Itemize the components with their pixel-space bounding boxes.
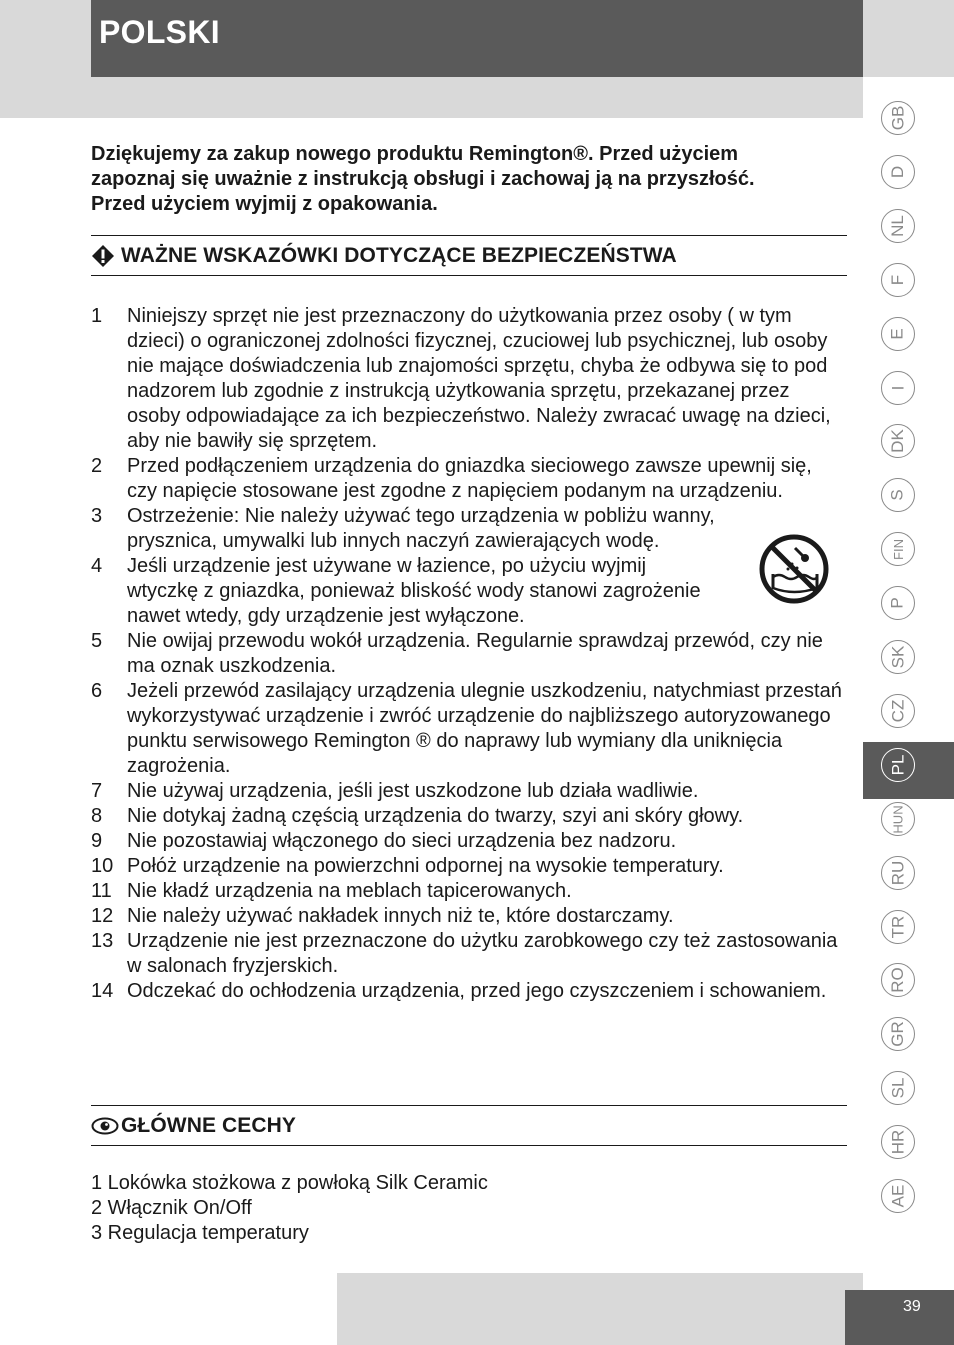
feature-item: 1 Lokówka stożkowa z powłoką Silk Ceramic — [91, 1172, 488, 1194]
safety-item-text: Urządzenie nie jest przeznaczone do użytku zarobkowego czy też zastosowania w salonach fryzjerskich. — [127, 930, 838, 977]
safety-item — [91, 829, 847, 854]
tab-label: HUN — [890, 804, 906, 834]
language-header — [91, 0, 863, 77]
safety-item-number: 13 — [91, 930, 114, 952]
safety-item — [91, 504, 847, 554]
tab-e[interactable] — [881, 317, 915, 351]
tab-fin[interactable] — [881, 532, 915, 566]
safety-item — [91, 679, 847, 779]
tab-label: GR — [888, 1021, 907, 1047]
safety-item-number: 4 — [91, 555, 103, 577]
tab-label: P — [888, 597, 907, 609]
safety-item-number: 14 — [91, 980, 114, 1002]
safety-item-number: 5 — [91, 630, 103, 652]
safety-item-number: 1 — [91, 305, 103, 327]
safety-item-text: Nie pozostawiaj włączonego do sieci urządzenia bez nadzoru. — [127, 830, 677, 852]
tab-dk[interactable] — [881, 424, 915, 458]
tab-p[interactable] — [881, 586, 915, 620]
tab-label: RO — [888, 967, 907, 993]
tab-ae[interactable] — [881, 1179, 915, 1213]
tab-label: E — [888, 328, 907, 340]
no-water-icon — [759, 534, 829, 611]
tab-sl[interactable] — [881, 1071, 915, 1105]
safety-item-number: 11 — [91, 880, 112, 902]
tab-label: HR — [888, 1129, 907, 1155]
safety-item — [91, 304, 847, 454]
features-title: GŁÓWNE CECHY — [121, 1114, 297, 1137]
safety-item-number: 9 — [91, 830, 103, 852]
tab-label: SK — [888, 645, 907, 669]
feature-item: 3 Regulacja temperatury — [91, 1222, 309, 1244]
tab-label: NL — [887, 215, 907, 237]
safety-item-text: Odczekać do ochłodzenia urządzenia, przed jego czyszczeniem i schowaniem. — [127, 980, 827, 1002]
tab-label: I — [887, 385, 907, 391]
tab-gr[interactable] — [881, 1017, 915, 1051]
page-number: 39 — [903, 1298, 921, 1315]
safety-item-text: Nie używaj urządzenia, jeśli jest uszkodzone lub działa wadliwie. — [127, 780, 699, 802]
page-number-box — [845, 1290, 954, 1345]
page-title: POLSKI — [99, 14, 220, 50]
safety-item-number: 7 — [91, 780, 103, 802]
tab-label: D — [888, 165, 907, 179]
bottom-band — [337, 1273, 863, 1345]
safety-item-text: Nie należy używać nakładek innych niż te, które dostarczamy. — [127, 905, 674, 927]
safety-item — [91, 929, 847, 979]
tab-f[interactable] — [881, 263, 915, 297]
safety-title: WAŻNE WSKAZÓWKI DOTYCZĄCE BEZPIECZEŃSTWA — [121, 244, 677, 267]
safety-item-text: Nie owijaj przewodu wokół urządzenia. Regularnie sprawdzaj przewód, czy nie ma oznak uszkodzenia. — [127, 630, 823, 677]
safety-list — [91, 304, 847, 1004]
safety-item-text: Ostrzeżenie: Nie należy używać tego urządzenia w pobliżu wanny, prysznica, umywalki lub innych naczyń zawierających wodę. — [127, 505, 715, 552]
tab-hun[interactable] — [881, 802, 915, 836]
safety-item-number: 6 — [91, 680, 103, 702]
eye-icon — [91, 1117, 121, 1135]
tab-cz[interactable] — [881, 694, 915, 728]
features-section-header — [91, 1105, 847, 1146]
tab-label: FIN — [890, 538, 906, 560]
tab-nl[interactable] — [881, 209, 915, 243]
tab-label: TR — [887, 915, 907, 939]
tab-tr[interactable] — [881, 910, 915, 944]
warning-diamond-icon — [91, 244, 121, 268]
safety-item-number: 10 — [91, 855, 114, 877]
tab-sk[interactable] — [881, 640, 915, 674]
safety-item-text: Nie kładź urządzenia na meblach tapicerowanych. — [127, 880, 572, 902]
tab-label: CZ — [887, 699, 907, 723]
tab-label: S — [888, 489, 907, 501]
safety-item-number: 8 — [91, 805, 103, 827]
tab-ro[interactable] — [881, 963, 915, 997]
tab-ru[interactable] — [881, 856, 915, 890]
safety-item-number: 2 — [91, 455, 103, 477]
safety-item — [91, 804, 847, 829]
safety-item — [91, 629, 847, 679]
safety-item — [91, 554, 847, 629]
tab-label: DK — [888, 429, 907, 453]
safety-item — [91, 854, 847, 879]
safety-item-text: Przed podłączeniem urządzenia do gniazdka sieciowego zawsze upewnij się, czy napięcie stosowane jest zgodne z napięciem podanym na urządzeniu. — [127, 455, 812, 502]
tab-label: SL — [887, 1077, 907, 1099]
safety-item — [91, 879, 847, 904]
safety-item-number: 3 — [91, 505, 103, 527]
safety-section-header — [91, 235, 847, 276]
safety-item — [91, 904, 847, 929]
tab-label: F — [887, 274, 907, 286]
tab-d[interactable] — [881, 155, 915, 189]
safety-item-number: 12 — [91, 905, 114, 927]
safety-item — [91, 979, 847, 1004]
tab-s[interactable] — [881, 478, 915, 512]
tab-hr[interactable] — [881, 1125, 915, 1159]
safety-item-text: Nie dotykaj żadną częścią urządzenia do twarzy, szyi ani skóry głowy. — [127, 805, 744, 827]
safety-item-text: Jeśli urządzenie jest używane w łazience, po użyciu wyjmij wtyczkę z gniazdka, ponieważ bliskość wody stanowi zagrożenie nawet wtedy, gdy urządzenie jest wyłączone. — [127, 555, 701, 627]
features-list — [91, 1171, 488, 1246]
safety-item — [91, 454, 847, 504]
safety-item-text: Połóż urządzenie na powierzchni odpornej na wysokie temperatury. — [127, 855, 724, 877]
tab-label: AE — [888, 1184, 907, 1208]
tab-gb[interactable] — [881, 101, 915, 135]
bottom-margin — [0, 1273, 337, 1345]
tab-label: GB — [888, 105, 907, 131]
feature-item: 2 Włącznik On/Off — [91, 1197, 252, 1219]
safety-item — [91, 779, 847, 804]
tab-label: RU — [888, 860, 907, 886]
intro-text: Dziękujemy za zakup nowego produktu Remington®. Przed użyciem zapoznaj się uważnie z instrukcją obsługi i zachowaj ją na przyszłość. Przed użyciem wyjmij z opakowania. — [91, 143, 755, 215]
safety-item-text: Jeżeli przewód zasilający urządzenia ulegnie uszkodzeniu, natychmiast przestań wykorzystywać urządzenie i zwróć urządzenie do najbliższego autoryzowanego punktu serwisowego Remington ® do naprawy lub wymiany dla uniknięcia zagrożenia. — [127, 680, 842, 777]
safety-item-text: Niniejszy sprzęt nie jest przeznaczony do użytkowania przez osoby ( w tym dzieci) o ograniczonej zdolności fizycznej, czuciowej lub psychicznej, lub osoby nie mające doświadczenia lub znajomości sprzętu, chyba że odbywa się to pod nadzorem lub zgodnie z instrukcją użytkowania sprzętu, przekazanej przez osoby odpowiadające za ich bezpieczeństwo. Należy zwracać uwagę na dzieci, aby nie bawiły się sprzętem. — [127, 305, 831, 452]
tab-i[interactable] — [881, 371, 915, 405]
tab-label: PL — [887, 754, 907, 776]
tab-pl[interactable] — [881, 748, 915, 782]
